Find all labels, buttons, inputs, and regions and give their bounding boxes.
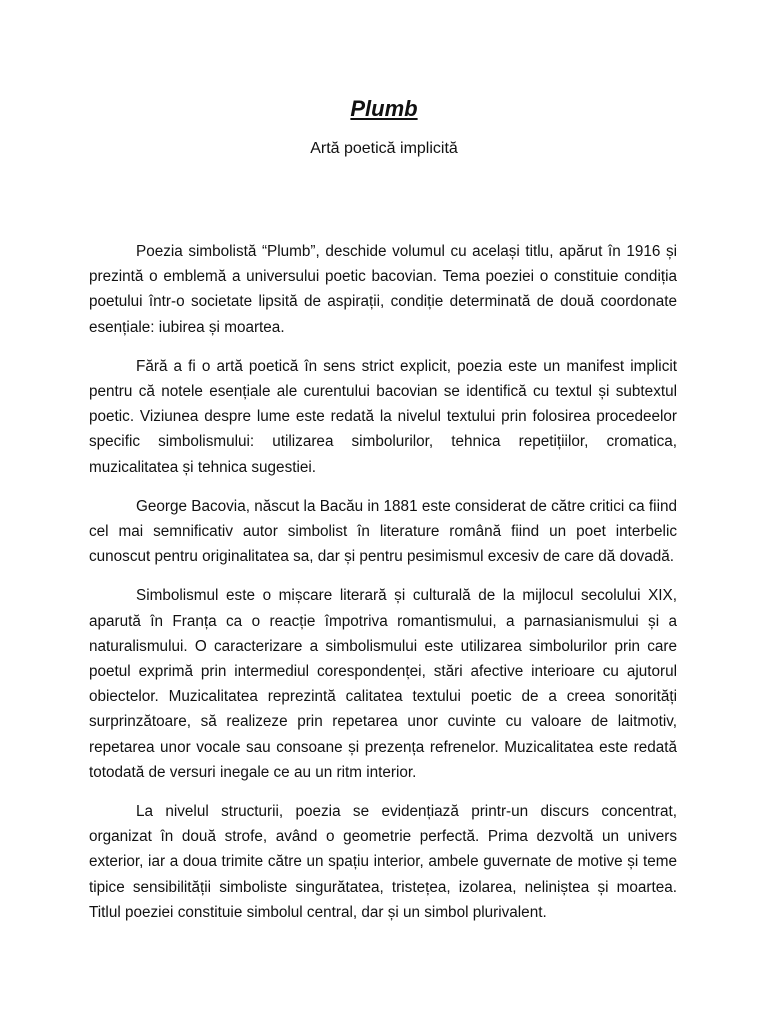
document-body	[89, 239, 677, 939]
paragraph-1: Poezia simbolistă “Plumb”, deschide volumul cu același titlu, apărut în 1916 și prezintă o emblemă a universului poetic bacovian. Tema poeziei o constituie condiția poetului într-o societate lipsită de aspirații, condiție determinată de două coordonate esențiale: iubirea și moartea.	[89, 243, 677, 336]
paragraph-2: Fără a fi o artă poetică în sens strict explicit, poezia este un manifest implicit pentru că notele esențiale ale curentului bacovian se identifică cu textul și subtextul poetic. Viziunea despre lume este redată la nivelul textului prin folosirea procedeelor specific simbolismului: utilizarea simbolurilor, tehnica repetițiilor, cromatica, muzicalitatea și tehnica sugestiei.	[89, 357, 677, 476]
paragraph-5: La nivelul structurii, poezia se evidențiază printr-un discurs concentrat, organizat în două strofe, având o geometrie perfectă. Prima dezvoltă un univers exterior, iar a doua trimite către un spațiu interior, ambele guvernate de motive și teme tipice sensibilității simboliste singurătatea, tristețea, izolarea, neliniștea și moartea. Titlul poeziei constituie simbolul central, dar și un simbol plurivalent.	[89, 803, 677, 921]
paragraph-4: Simbolismul este o mișcare literară și culturală de la mijlocul secolului XIX, aparută în Franța ca o reacție împotriva romantismului, a parnasianismului și a naturalismului. O caracterizare a simbolismului este utilizarea simbolurilor prin care poetul exprimă prin intermediul corespondenței, stări afective interioare cu ajutorul obiectelor. Muzicalitatea reprezintă calitatea textului poetic de a creea sonorități surprinzătoare, să realizeze prin repetarea unor cuvinte cu valoare de laitmotiv, repetarea unor vocale sau consoane și prezența refrenelor. Muzicalitatea este redată totodată de versuri inegale ce au un ritm interior.	[89, 587, 677, 781]
paragraph-3: George Bacovia, născut la Bacău in 1881 este considerat de către critici ca fiind cel mai semnificativ autor simbolist în literature română fiind un poet interbelic cunoscut pentru originalitatea sa, dar și pentru pesimismul excesiv de care dă dovadă.	[89, 497, 677, 566]
document-title: Plumb	[350, 96, 418, 121]
document-subtitle: Artă poetică implicită	[310, 140, 458, 157]
